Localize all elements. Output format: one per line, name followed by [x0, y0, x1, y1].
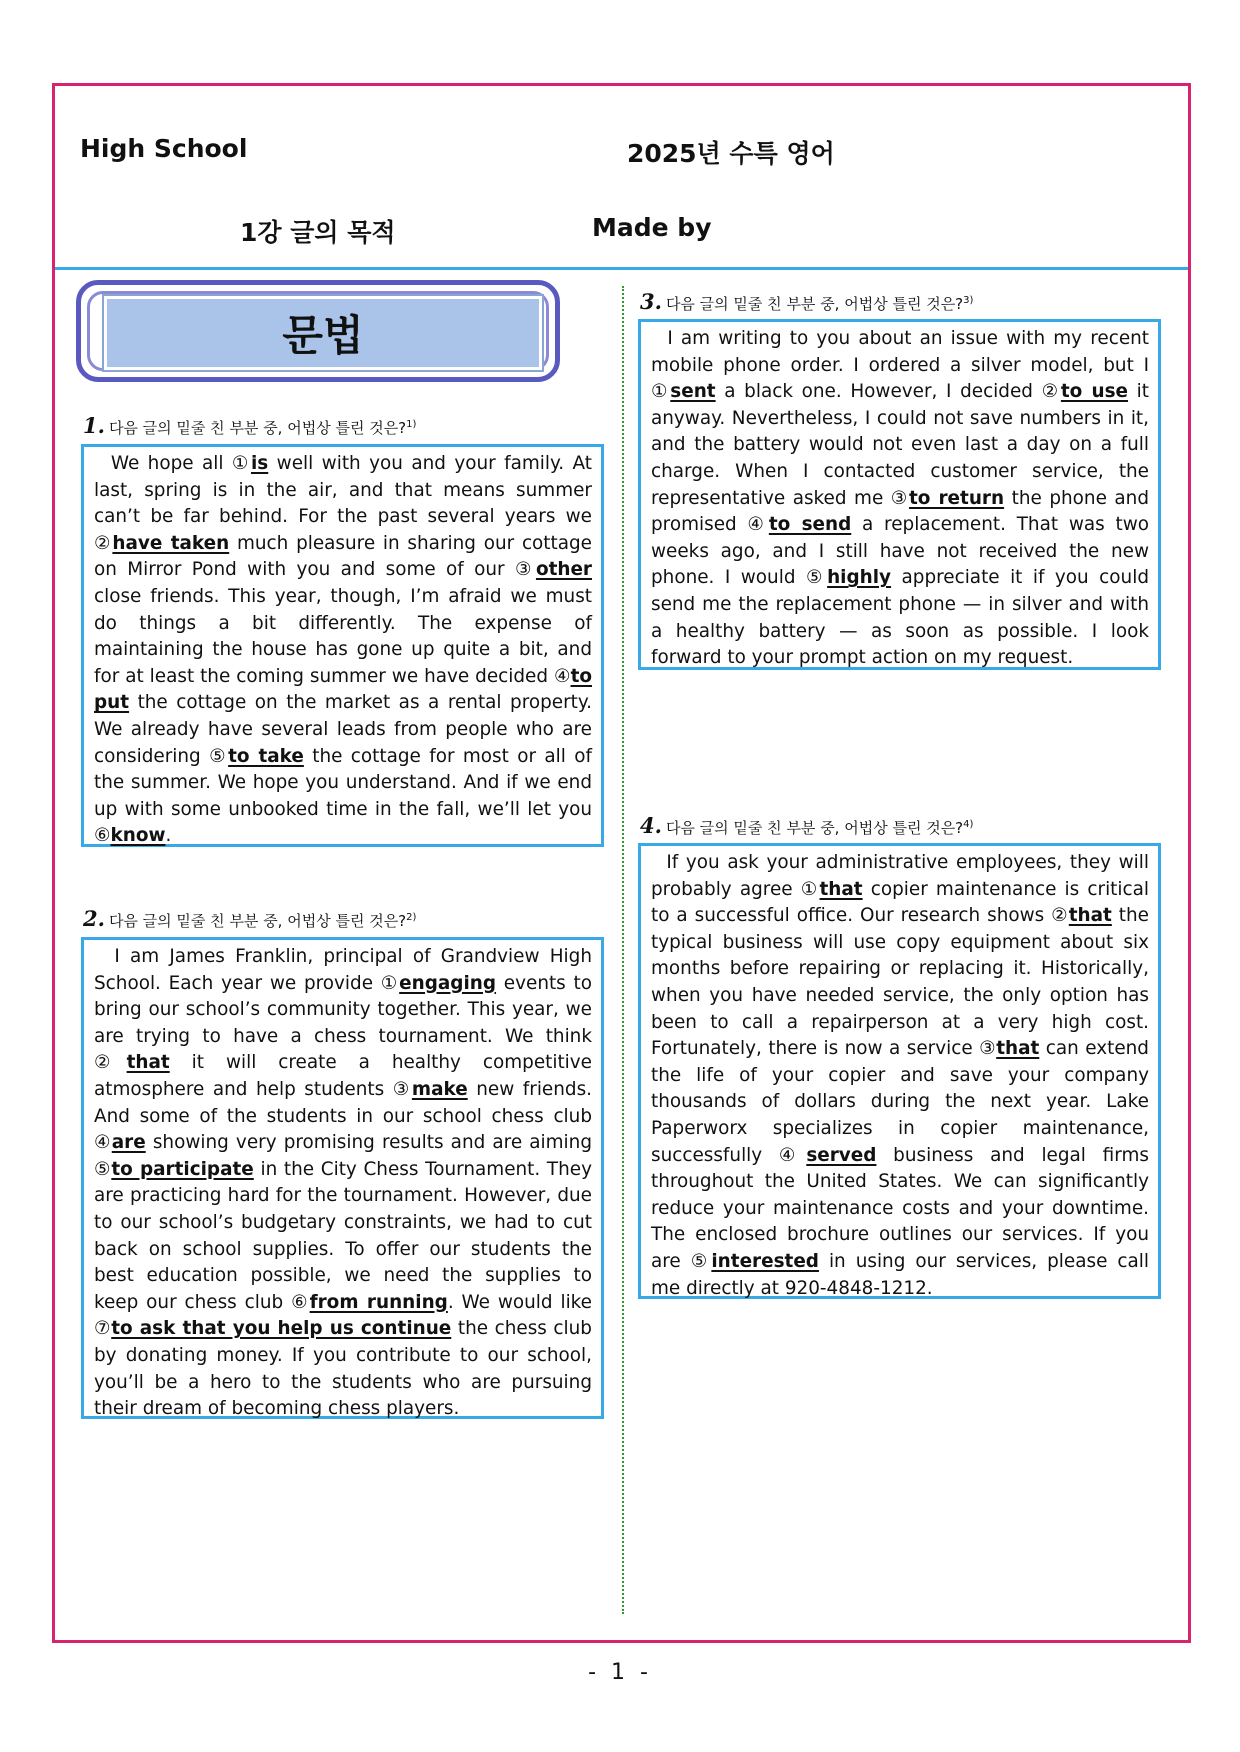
- passage-text: well with you and your family. At last, spring is in the air, and that means summer can’t be far behind. For the past several years we ②: [94, 453, 592, 554]
- question-3-title: 3. 다음 글의 밑줄 친 부분 중, 어법상 틀린 것은?$^{3)}$: [640, 289, 974, 314]
- section-title: 문법: [104, 296, 542, 370]
- underlined-choice: sent: [670, 381, 716, 403]
- underlined-choice: to return: [908, 487, 1005, 509]
- page-number: - 1 -: [588, 1660, 652, 1685]
- underlined-choice: that: [996, 1038, 1040, 1060]
- underlined-choice: engaging: [399, 972, 497, 994]
- underlined-choice: have taken: [112, 532, 230, 554]
- passage-text: much pleasure in sharing our cottage on Mirror Pond with you and some of our ③: [94, 532, 592, 581]
- passage-text: .: [165, 825, 172, 847]
- passage-text: . We would like ⑦: [94, 1291, 592, 1340]
- header-divider: [55, 267, 1188, 270]
- passage-text: it will create a healthy competitive atmosphere and help students ③: [94, 1052, 592, 1100]
- exam-title: 2025년 수특 영어: [627, 139, 835, 168]
- passage-text: the cottage on the market as a rental property. We already have several leads from people who are considering ⑤: [94, 692, 592, 767]
- passage-text: a replacement. That was two weeks ago, and I still have not received the new phone. I would ⑤: [651, 514, 1149, 589]
- underlined-choice: are: [111, 1132, 146, 1154]
- passage-text: copier maintenance is critical to a successful office. Our research shows ②: [651, 878, 1149, 927]
- passage-text: the cottage for most or all of the summer. We hope you understand. And if we end up with some unbooked time in the fall, we’ll let you ⑥: [94, 745, 593, 847]
- passage-text: in the City Chess Tournament. They are practicing hard for the tournament. However, due to our school’s budgetary constraints, we had to cut back on school supplies. To offer our students the best education possible, we need the supplies to keep our chess club ⑥: [94, 1158, 592, 1313]
- question-1-title: 1. 다음 글의 밑줄 친 부분 중, 어법상 틀린 것은?$^{1)}$: [83, 413, 417, 438]
- underlined-choice: to send: [768, 514, 852, 536]
- made-by-label: Made by: [592, 213, 712, 242]
- underlined-choice: highly: [827, 567, 892, 589]
- passage-text: the chess club by donating money. If you contribute to our school, you’ll be a hero to the students who are pursuing their dream of becoming chess players.: [94, 1318, 592, 1420]
- passage-text: can extend the life of your copier and save your company thousands of dollars during the next year. Lake Paperworx specializes in copier maintenance, successfully ④: [651, 1038, 1149, 1166]
- underlined-choice: make: [411, 1078, 468, 1100]
- underlined-choice: interested: [711, 1250, 819, 1272]
- passage-text: We hope all ①: [94, 453, 251, 474]
- column-divider: [622, 286, 624, 1614]
- underlined-choice: to ask that you help us continue: [111, 1318, 452, 1340]
- underlined-choice: that: [126, 1052, 170, 1074]
- underlined-choice: that: [1068, 905, 1112, 927]
- question-4-passage: [638, 843, 1161, 1299]
- question-2-passage: [81, 937, 604, 1419]
- underlined-choice: to put: [94, 665, 592, 714]
- passage-text: it anyway. Nevertheless, I could not save numbers in it, and the battery would not even last a day on a full charge. When I contacted customer service, the representative asked me ③: [651, 381, 1149, 509]
- passage-text: close friends. This year, though, I’m afraid we must do things a bit differently. The expense of maintaining the house has gone up quite a bit, and for at least the coming summer we have decided ④: [94, 585, 592, 687]
- passage-text: appreciate it if you could send me the replacement phone — in silver and with a healthy battery — as soon as possible. I look forward to your prompt action on my request.: [651, 567, 1149, 669]
- question-2-title: 2. 다음 글의 밑줄 친 부분 중, 어법상 틀린 것은?$^{2)}$: [83, 906, 417, 931]
- passage-text: in using our services, please call me directly at 920-4848-1212.: [651, 1250, 1149, 1299]
- passage-text: business and legal firms throughout the United States. We can significantly reduce your maintenance costs and your downtime. The enclosed brochure outlines our services. If you are ⑤: [651, 1144, 1149, 1272]
- passage-text: new friends. And some of the students in our school chess club ④: [94, 1078, 593, 1154]
- underlined-choice: to take: [228, 745, 304, 767]
- lesson-title: 1강 글의 목적: [240, 218, 396, 247]
- passage-text: showing very promising results and are aiming ⑤: [94, 1132, 592, 1180]
- passage-text: I am writing to you about an issue with my recent mobile phone order. I ordered a silver model, but I ①: [651, 328, 1149, 403]
- underlined-choice: to participate: [111, 1158, 254, 1180]
- passage-text: I am James Franklin, principal of Grandview High School. Each year we provide ①: [94, 946, 592, 994]
- underlined-choice: to use: [1060, 381, 1129, 403]
- underlined-choice: is: [250, 453, 269, 474]
- passage-text: a black one. However, I decided ②: [715, 381, 1061, 403]
- school-label: High School: [80, 134, 248, 163]
- passage-text: If you ask your administrative employees, they will probably agree ①: [651, 852, 1149, 900]
- underlined-choice: served: [806, 1144, 877, 1166]
- underlined-choice: other: [535, 559, 592, 581]
- passage-text: the phone and promised ④: [651, 487, 1150, 536]
- question-4-title: 4. 다음 글의 밑줄 친 부분 중, 어법상 틀린 것은?$^{4)}$: [640, 813, 974, 838]
- underlined-choice: that: [819, 878, 863, 900]
- underlined-choice: know: [110, 825, 166, 847]
- question-1-passage: [81, 444, 604, 847]
- passage-text: events to bring our school’s community together. This year, we are trying to have a chess tournament. We think ②: [94, 972, 592, 1074]
- passage-text: the typical business will use copy equipment about six months before repairing or replacing it. Historically, when you have needed service, the only option has been to call a repairperson at a very high cost. Fortunately, there is now a service ③: [651, 905, 1149, 1060]
- underlined-choice: from running: [309, 1291, 448, 1313]
- question-3-passage: [638, 319, 1161, 670]
